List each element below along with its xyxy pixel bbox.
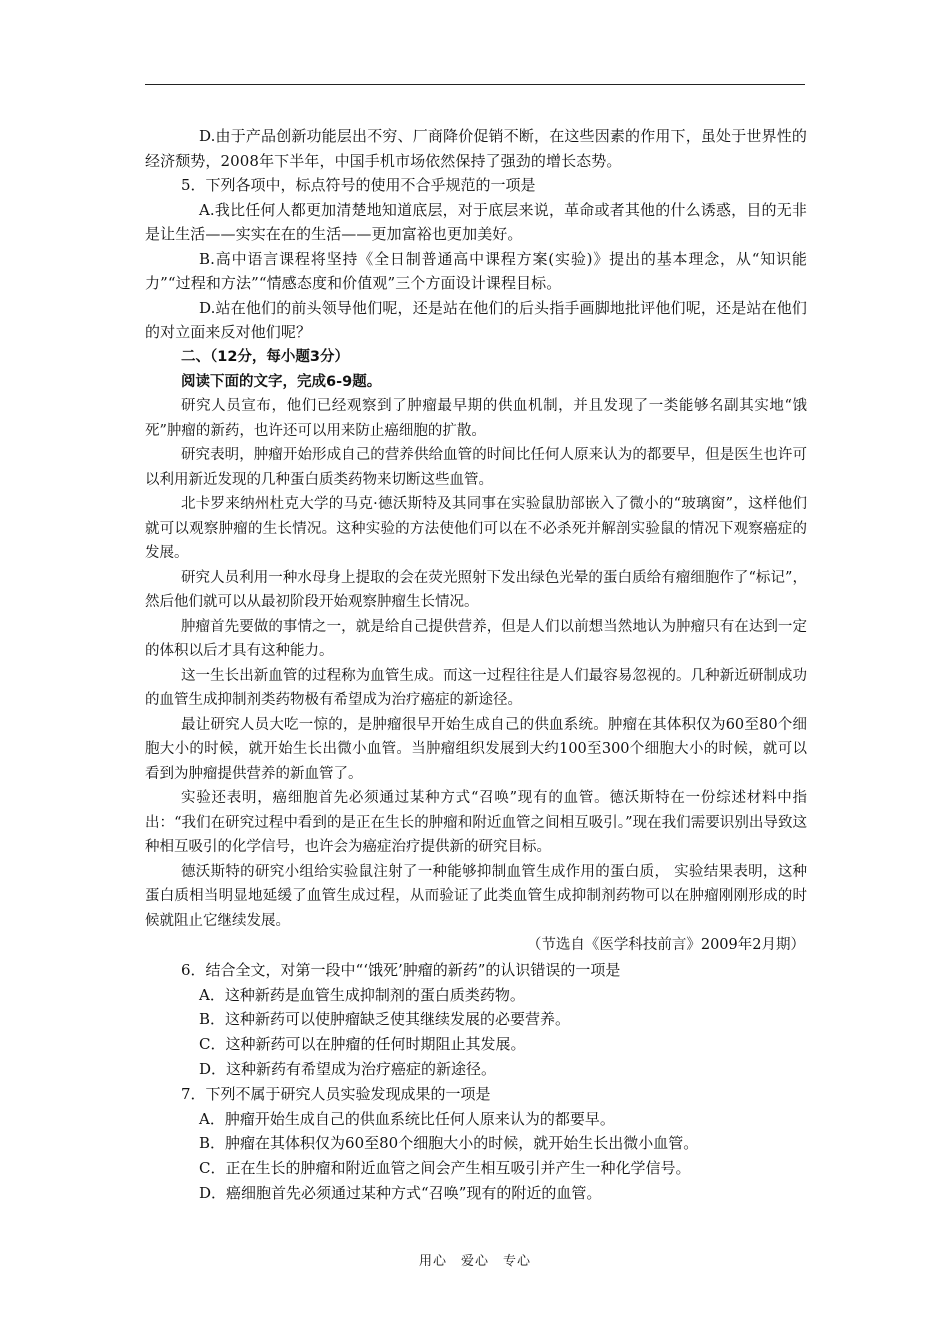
q4-option-d: D.由于产品创新功能层出不穷、厂商降价促销不断，在这些因素的作用下，虽处于世界性的经济颓势，2008年下半年，中国手机市场依然保持了强劲的增长态势。 bbox=[145, 127, 807, 170]
article-paragraph: 这一生长出新血管的过程称为血管生成。而这一过程往往是人们最容易忽视的。几种新近研制成功的血管生成抑制剂类药物极有希望成为治疗癌症的新途径。 bbox=[145, 667, 807, 709]
q7-option: D．癌细胞首先必须通过某种方式“召唤”现有的附近的血管。 bbox=[199, 1184, 602, 1203]
article-paragraph: 实验还表明，癌细胞首先必须通过某种方式“召唤”现有的血管。德沃斯特在一份综述材料中指出：“我们在研究过程中看到的是正在生长的肿瘤和附近血管之间相互吸引。”现在我们需要识别出导致这种相互吸引的化学信号，也许会为癌症治疗提供新的研究目标。 bbox=[145, 790, 807, 856]
q5-stem: 5．下列各项中，标点符号的使用不合乎规范的一项是 bbox=[181, 176, 536, 194]
article-paragraph: 最让研究人员大吃一惊的，是肿瘤很早开始生成自己的供血系统。肿瘤在其体积仅为60至80个细胞大小的时候，就开始生长出微小血管。当肿瘤组织发展到大约100至300个细胞大小的时候，就可以看到为肿瘤提供营养的新血管了。 bbox=[145, 716, 807, 782]
q5-option-b: B.高中语言课程将坚持《全日制普通高中课程方案(实验)》提出的基本理念，从“知识能力”“过程和方法”“情感态度和价值观”三个方面设计课程目标。 bbox=[145, 249, 807, 293]
q6-stem: 6．结合全文，对第一段中“‘饿死’肿瘤的新药”的认识错误的一项是 bbox=[181, 960, 621, 979]
q7-option: A．肿瘤开始生成自己的供血系统比任何人原来认为的都要早。 bbox=[199, 1109, 615, 1128]
q7-option: C．正在生长的肿瘤和附近血管之间会产生相互吸引并产生一种化学信号。 bbox=[199, 1159, 691, 1178]
q6-option: D．这种新药有希望成为治疗癌症的新途径。 bbox=[199, 1060, 497, 1079]
article bbox=[145, 394, 807, 933]
q5-option-a: A.我比任何人都更加清楚地知道底层，对于底层来说，革命或者其他的什么诱惑，目的无非是让生活——实实在在的生活——更加富裕也更加美好。 bbox=[145, 200, 808, 244]
q6-option: C．这种新药可以在肿瘤的任何时期阻止其发展。 bbox=[199, 1035, 526, 1054]
q7-stem: 7．下列不属于研究人员实验发现成果的一项是 bbox=[181, 1084, 491, 1103]
article-paragraph: 德沃斯特的研究小组给实验鼠注射了一种能够抑制血管生成作用的蛋白质， 实验结果表明，这种蛋白质相当明显地延缓了血管生成过程，从而验证了此类血管生成抑制剂药物可以在肿瘤刚刚形成的时候就阻止它继续发展。 bbox=[145, 863, 807, 929]
article-source: （节选自《医学科技前言》2009年2月期） bbox=[526, 937, 805, 954]
article-paragraph: 北卡罗来纳州杜克大学的马克·德沃斯特及其同事在实验鼠肋部嵌入了微小的“玻璃窗”，这样他们就可以观察肿瘤的生长情况。这种实验的方法使他们可以在不必杀死并解剖实验鼠的情况下观察癌症的发展。 bbox=[145, 496, 807, 562]
header-rule bbox=[145, 84, 805, 85]
section2-instruction: 阅读下面的文字，完成6-9题。 bbox=[181, 373, 382, 390]
q6-option: A．这种新药是血管生成抑制剂的蛋白质类药物。 bbox=[199, 985, 525, 1004]
article-paragraph: 肿瘤首先要做的事情之一，就是给自己提供营养，但是人们以前想当然地认为肿瘤只有在达到一定的体积以后才具有这种能力。 bbox=[145, 618, 807, 660]
article-paragraph: 研究表明，肿瘤开始形成自己的营养供给血管的时间比任何人原来认为的都要早，但是医生也许可以利用新近发现的几种蛋白质类药物来切断这些血管。 bbox=[145, 447, 807, 488]
q5-option-d: D.站在他们的前头领导他们呢，还是站在他们的后头指手画脚地批评他们呢，还是站在他们的对立面来反对他们呢？ bbox=[145, 298, 807, 342]
page-content bbox=[145, 124, 807, 1206]
article-paragraph: 研究人员利用一种水母身上提取的会在荧光照射下发出绿色光晕的蛋白质给有瘤细胞作了“标记”， 然后他们就可以从最初阶段开始观察肿瘤生长情况。 bbox=[145, 569, 807, 611]
article-paragraph: 研究人员宣布，他们已经观察到了肿瘤最早期的供血机制，并且发现了一类能够名副其实地“饿死”肿瘤的新药，也许还可以用来防止癌细胞的扩散。 bbox=[145, 398, 807, 439]
q6-option: B．这种新药可以使肿瘤缺乏使其继续发展的必要营养。 bbox=[199, 1010, 571, 1029]
section2-title: 二、（12分，每小题3分） bbox=[181, 348, 350, 365]
page-footer: 用心 爱心 专心 bbox=[418, 1254, 531, 1269]
q7-option: B．肿瘤在其体积仅为60至80个细胞大小的时候，就开始生长出微小血管。 bbox=[199, 1134, 699, 1153]
